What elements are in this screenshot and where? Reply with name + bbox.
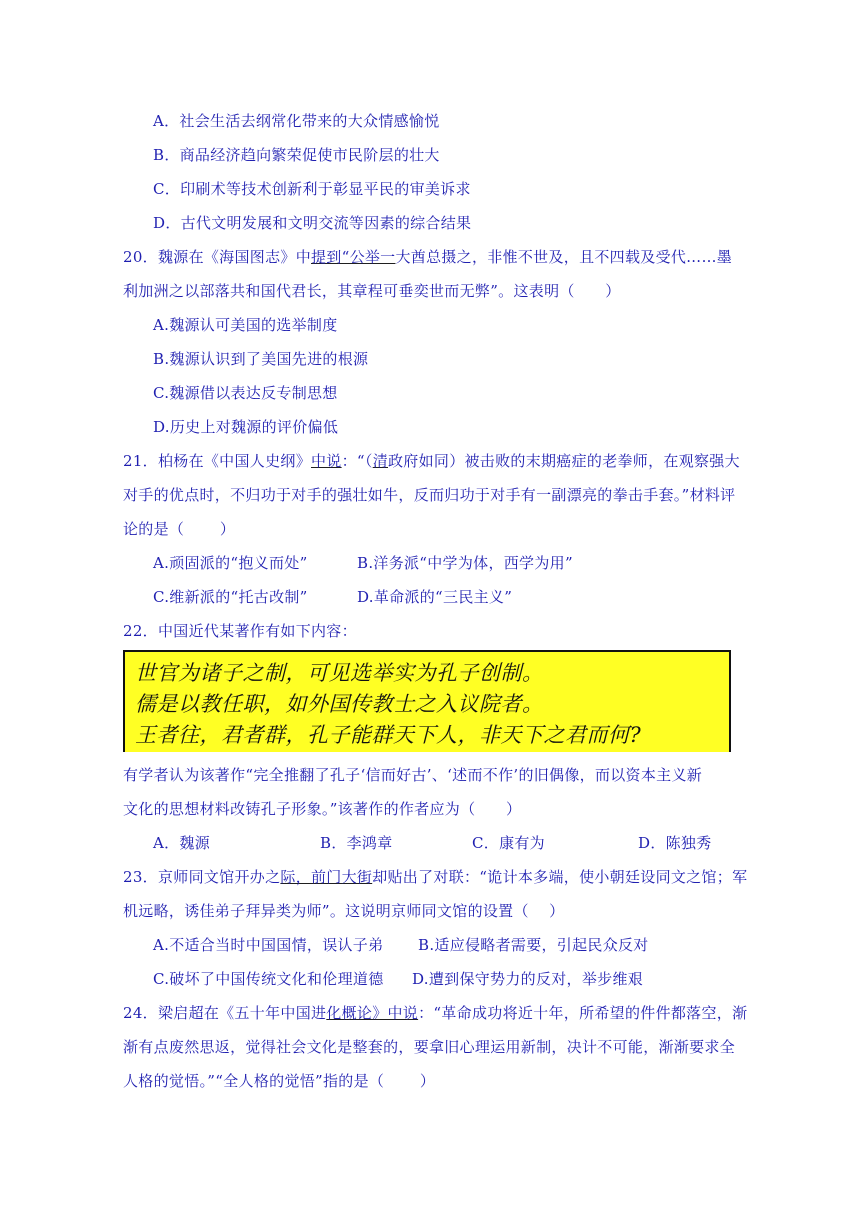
q22-stem-line-1: 22．中国近代某著作有如下内容： [123,622,357,640]
q23-option-d: D.遭到保守势力的反对，举步维艰 [412,970,644,988]
q21-stem-line-1 [123,451,740,471]
q22-option-d: D．陈独秀 [638,834,712,852]
q24-stem-line-2: 渐有点废然思返，觉得社会文化是整套的，要拿旧心理运用新制，决计不可能，渐渐要求全 [123,1038,736,1056]
q23-stem-underlined: 际，前门大街 [280,868,373,886]
q21-stem-line-2: 对手的优点时，不归功于对手的强壮如牛，反而归功于对手有一副漂亮的拳击手套。”材料评 [123,486,736,504]
q20-option-d: D.历史上对魏源的评价偏低 [153,418,339,436]
q20-stem-post: 大酋总摄之，非惟不世及，且不四载及受代……墨 [395,248,733,266]
q21-stem-post: 政府如同）被击败的末期癌症的老拳师，在观察强大 [388,452,740,470]
q20-option-c: C.魏源借以表达反专制思想 [153,384,338,402]
q20-stem-line-1 [123,247,732,267]
q21-option-d: D.革命派的“三民主义” [357,588,513,606]
q24-stem-line-3: 人格的觉悟。”“全人格的觉悟”指的是（ ） [123,1072,436,1090]
q22-option-c: C．康有为 [472,834,545,852]
q21-stem-underlined-1: 中说 [311,452,342,470]
q19-option-c: C．印刷术等技术创新利于彰显平民的审美诉求 [153,180,471,198]
q21-option-a: A.顽固派的“抱义而处” [153,554,308,572]
q22-quote-line: 儒是以教任职，如外国传教士之入议院者。 [135,692,544,716]
q21-stem-pre: 21．柏杨在《中国人史纲》 [123,452,311,470]
q21-option-b: B.洋务派“中学为体，西学为用” [357,554,573,572]
q21-option-c: C.维新派的“托古改制” [153,588,308,606]
q20-stem-underlined: 提到“公举一 [311,248,396,266]
q22-stem-line-3: 文化的思想材料改铸孔子形象。”该著作的作者应为（ ） [123,800,522,818]
q22-quote-line: 世官为诸子之制，可见选举实为孔子创制。 [135,661,544,685]
q22-quote-box [123,650,731,752]
q19-option-b: B．商品经济趋向繁荣促使市民阶层的壮大 [153,146,440,164]
q21-stem-line-3: 论的是（ ） [123,520,236,538]
q23-option-c: C.破坏了中国传统文化和伦理道德 [153,970,384,988]
q23-option-b: B.适应侵略者需要，引起民众反对 [418,936,649,954]
q23-stem-pre: 23．京师同文馆开办之 [123,868,281,886]
q22-option-a: A．魏源 [153,834,211,852]
q19-option-a: A．社会生活去纲常化带来的大众情感愉悦 [153,112,440,130]
q24-stem-pre: 24．梁启超在《五十年中国进 [123,1004,327,1022]
q20-option-a: A.魏源认可美国的选举制度 [153,316,338,334]
q20-stem-line-2: 利加洲之以部落共和国代君长，其章程可垂奕世而无弊”。这表明（ ） [123,282,621,300]
q23-stem-line-2: 机远略，诱佳弟子拜异类为师”。这说明京师同文馆的设置（ ） [123,902,565,920]
q24-stem-line-1 [123,1003,747,1023]
q23-option-a: A.不适合当时中国国情，误认子弟 [153,936,384,954]
q24-stem-underlined: 化概论》中说 [326,1004,419,1022]
q21-stem-mid: ：“（ [341,452,373,470]
q23-stem-post: 却贴出了对联：“诡计本多端，使小朝廷设同文之馆；军 [372,868,748,886]
q24-stem-post: ：“革命成功将近十年，所希望的件件都落空，渐 [418,1004,748,1022]
q22-option-b: B．李鸿章 [320,834,393,852]
q20-stem-pre: 20．魏源在《海国图志》中 [123,248,311,266]
q22-stem-line-2: 有学者认为该著作“完全推翻了孔子‘信而好古’、‘述而不作’的旧偶像，而以资本主义新 [123,766,703,784]
q19-option-d: D．古代文明发展和文明交流等因素的综合结果 [153,214,472,232]
q21-stem-underlined-2: 清 [372,452,388,470]
q20-option-b: B.魏源认识到了美国先进的根源 [153,350,369,368]
q22-quote-line: 王者往，君者群，孔子能群天下人，非天下之君而何? [135,723,642,747]
q23-stem-line-1 [123,867,747,887]
